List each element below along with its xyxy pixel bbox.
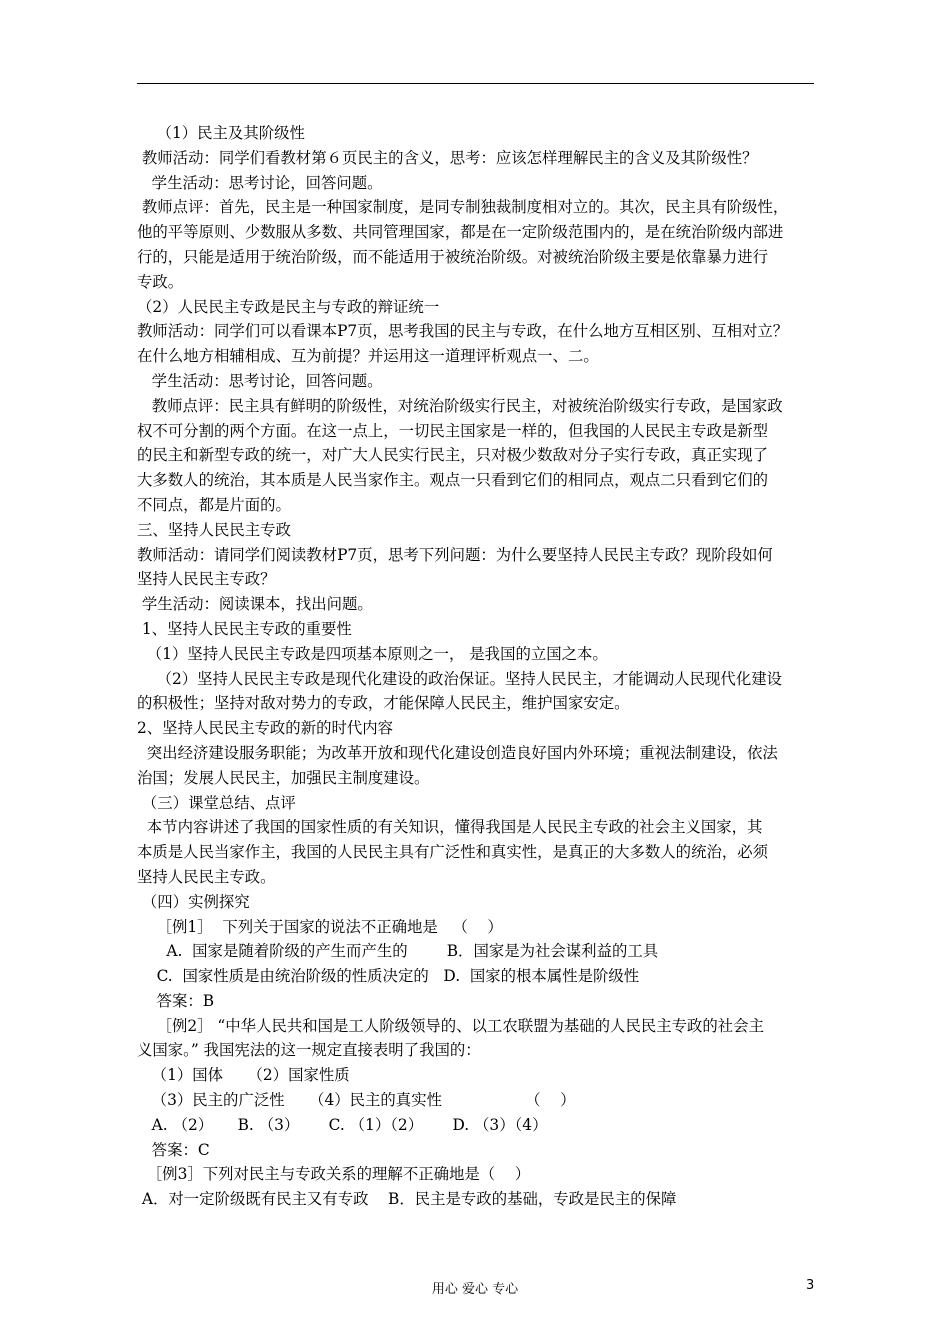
text-line: 答案：B: [137, 991, 215, 1010]
text-line: （2）坚持人民民主专政是现代化建设的政治保证。坚持人民民主，才能调动人民现代化建设: [137, 669, 782, 688]
text-line: 行的，只能是适用于统治阶级，而不能适用于被统治阶级。对被统治阶级主要是依靠暴力进行: [137, 247, 769, 266]
text-line: 治国；发展人民民主，加强民主制度建设。: [137, 768, 430, 787]
text-line: ［例1］ 下列关于国家的说法不正确地是 （ ）: [137, 917, 503, 936]
text-line: 坚持人民民主专政？: [137, 570, 276, 589]
text-line: （1）坚持人民民主专政是四项基本原则之一， 是我国的立国之本。: [137, 644, 608, 663]
text-line: 的民主和新型专政的统一，对广大人民实行民主，只对极少数敌对分子实行专政，真正实现了: [137, 446, 769, 465]
text-line: 义国家。” 我国宪法的这一规定直接表明了我国的：: [137, 1041, 481, 1060]
text-line: 突出经济建设服务职能；为改革开放和现代化建设创造良好国内外环境；重视法制建设，依法: [137, 743, 778, 762]
text-line: 本质是人民当家作主，我国的人民民主具有广泛性和真实性，是真正的大多数人的统治，必须: [137, 843, 769, 862]
header-rule: [137, 83, 814, 84]
text-line: 答案：C: [137, 1140, 210, 1159]
text-line: 教师活动：同学们看教材第６页民主的含义，思考：应该怎样理解民主的含义及其阶级性？: [137, 148, 758, 167]
text-line: 的积极性；坚持对敌对势力的专政，才能保障人民民主，维护国家安定。: [137, 694, 630, 713]
page-number: 3: [806, 1278, 815, 1293]
text-line: 权不可分割的两个方面。在这一点上，一切民主国家是一样的，但我国的人民民主专政是新型: [137, 421, 769, 440]
text-line: （四）实例探究: [137, 892, 250, 911]
text-line: （1）国体 （2）国家性质: [137, 1066, 350, 1085]
text-line: C. 国家性质是由统治阶级的性质决定的 D. 国家的根本属性是阶级性: [137, 967, 640, 986]
text-line: 在什么地方相辅相成、互为前提？并运用这一道理评析观点一、二。: [137, 347, 599, 366]
text-line: A. 国家是随着阶级的产生而产生的 B．国家是为社会谋利益的工具: [137, 942, 659, 961]
text-line: 本节内容讲述了我国的国家性质的有关知识，懂得我国是人民民主专政的社会主义国家，其: [137, 818, 763, 837]
text-line: 教师点评：民主具有鲜明的阶级性，对统治阶级实行民主，对被统治阶级实行专政，是国家政: [137, 396, 783, 415]
text-line: 专政。: [137, 272, 184, 291]
text-line: A. （2） B. （3） C. （1）（2） D. （3）（4）: [137, 1115, 548, 1134]
document-body: [137, 121, 827, 1212]
text-line: 教师点评：首先，民主是一种国家制度，是同专制独裁制度相对立的。其次，民主具有阶级性，: [137, 198, 789, 217]
text-line: 学生活动：阅读课本，找出问题。: [137, 595, 373, 614]
text-line: 学生活动：思考讨论，回答问题。: [137, 173, 383, 192]
text-line: 他的平等原则、少数服从多数、共同管理国家，都是在一定阶级范围内的，是在统治阶级内部进: [137, 223, 784, 242]
text-line: 三、坚持人民民主专政: [137, 520, 291, 539]
text-line: 1、坚持人民民主专政的重要性: [137, 619, 352, 638]
text-line: 2、坚持人民民主专政的新的时代内容: [137, 719, 394, 738]
text-line: （2）人民民主专政是民主与专政的辩证统一: [137, 297, 440, 316]
text-line: 大多数人的统治，其本质是人民当家作主。观点一只看到它们的相同点，观点二只看到它们的: [137, 471, 769, 490]
text-line: （3）民主的广泛性 （4）民主的真实性 （ ）: [137, 1091, 576, 1110]
text-line: （1）民主及其阶级性: [137, 124, 305, 142]
text-line: A．对一定阶级既有民主又有专政 B．民主是专政的基础，专政是民主的保障: [137, 1190, 677, 1209]
footer-slogan: 用心 爱心 专心: [431, 1282, 519, 1297]
text-line: ［例2］ “中华人民共和国是工人阶级领导的、以工农联盟为基础的人民民主专政的社会主: [137, 1016, 764, 1035]
text-line: 教师活动：同学们可以看课本P7页，思考我国的民主与专政，在什么地方互相区别、互相对立？: [137, 322, 789, 341]
text-line: （三）课堂总结、点评: [137, 793, 296, 812]
text-line: 不同点，都是片面的。: [137, 495, 291, 514]
text-line: 学生活动：思考讨论，回答问题。: [137, 371, 383, 390]
text-line: 教师活动：请同学们阅读教材P7页，思考下列问题：为什么要坚持人民民主专政？现阶段如何: [137, 545, 773, 564]
text-line: 坚持人民民主专政。: [137, 867, 276, 886]
text-line: ［例3］下列对民主与专政关系的理解不正确地是（ ）: [137, 1165, 531, 1184]
